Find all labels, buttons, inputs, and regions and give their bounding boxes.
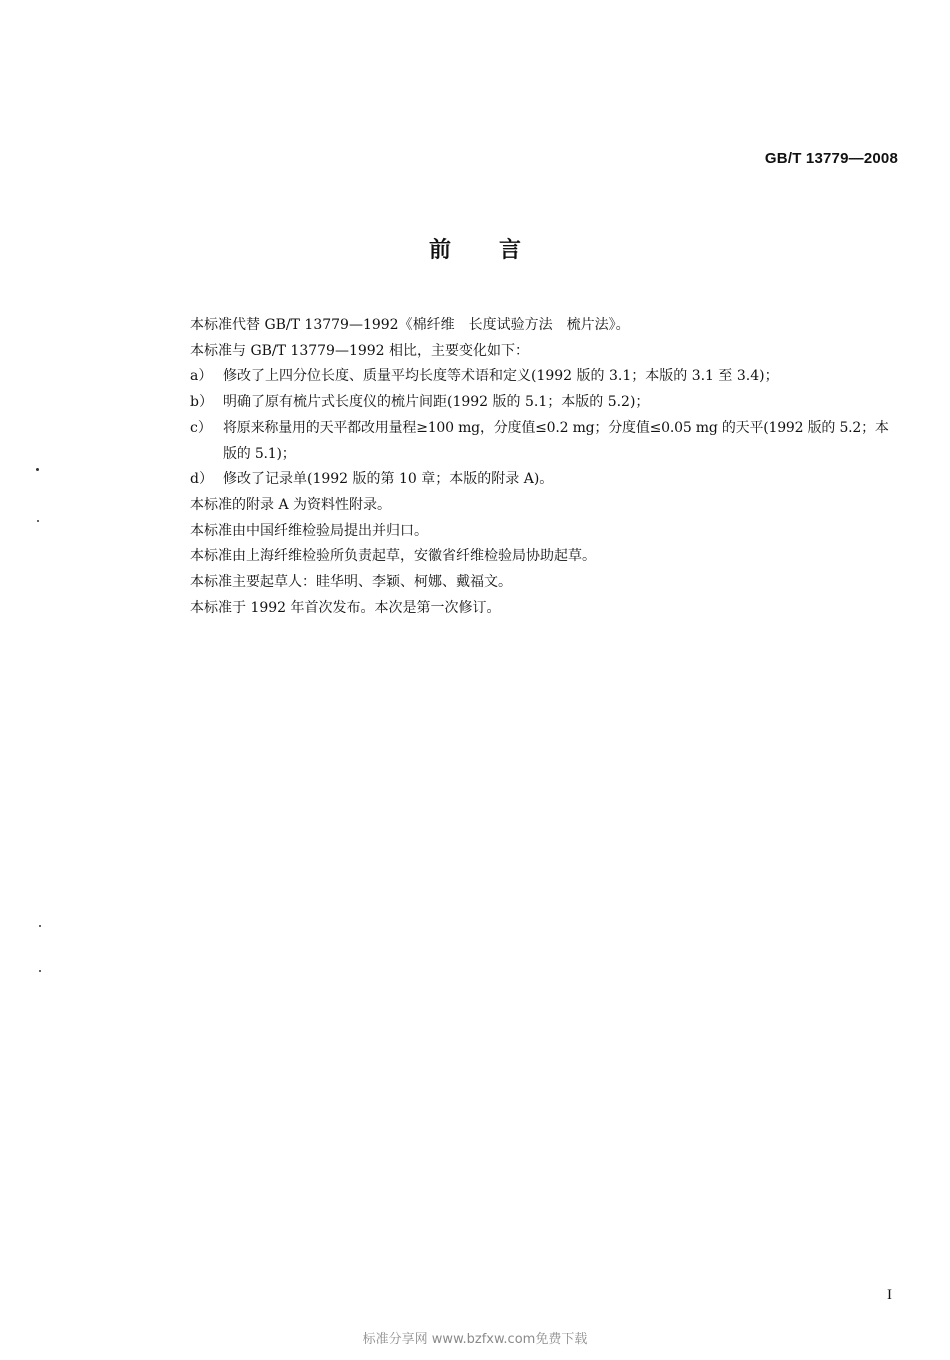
list-item: [190, 467, 902, 493]
list-item: [190, 390, 902, 416]
scan-speck: [37, 520, 39, 522]
foreword-body: [190, 313, 902, 621]
list-item-text: 修改了记录单(1992 版的第 10 章；本版的附录 A)。: [223, 471, 554, 488]
paragraph-replaces: 本标准代替 GB/T 13779—1992《棉纤维 长度试验方法 梳片法》。: [190, 317, 630, 333]
footer-watermark: 标准分享网 www.bzfxw.com免费下载: [362, 1332, 588, 1347]
list-item-text: 明确了原有梳片式长度仪的梳片间距(1992 版的 5.1；本版的 5.2)；: [223, 394, 650, 411]
paragraph-proposer: 本标准由中国纤维检验局提出并归口。: [190, 522, 428, 539]
list-item: [190, 416, 902, 467]
paragraph-annex: 本标准的附录 A 为资料性附录。: [190, 496, 392, 513]
list-item-text: 将原来称量用的天平都改用量程≥100 mg，分度值≤0.2 mg；分度值≤0.05 mg 的天平(1992 版的 5.2；本版的 5.1)；: [223, 419, 889, 462]
scan-speck: [39, 925, 41, 927]
page-number: I: [887, 1287, 892, 1303]
page-title: 前言: [428, 238, 569, 263]
list-item-marker: a）: [190, 368, 213, 385]
paragraph-history: 本标准于 1992 年首次发布。本次是第一次修订。: [190, 599, 501, 616]
paragraph-drafters: 本标准主要起草人：眭华明、李颖、柯娜、戴福文。: [190, 574, 512, 591]
standard-code: GB/T 13779—2008: [764, 150, 898, 167]
paragraph-changes-intro: 本标准与 GB/T 13779—1992 相比，主要变化如下：: [190, 342, 530, 359]
list-item-marker: b）: [190, 394, 213, 411]
list-item-marker: d）: [190, 471, 213, 488]
scan-speck: [39, 970, 41, 972]
list-item: [190, 364, 902, 390]
paragraph-drafting-unit: 本标准由上海纤维检验所负责起草，安徽省纤维检验局协助起草。: [190, 548, 596, 565]
list-item-text: 修改了上四分位长度、质量平均长度等术语和定义(1992 版的 3.1；本版的 3.1 至 3.4)；: [223, 368, 779, 385]
scan-speck: [36, 468, 39, 471]
list-item-marker: c）: [190, 419, 212, 436]
